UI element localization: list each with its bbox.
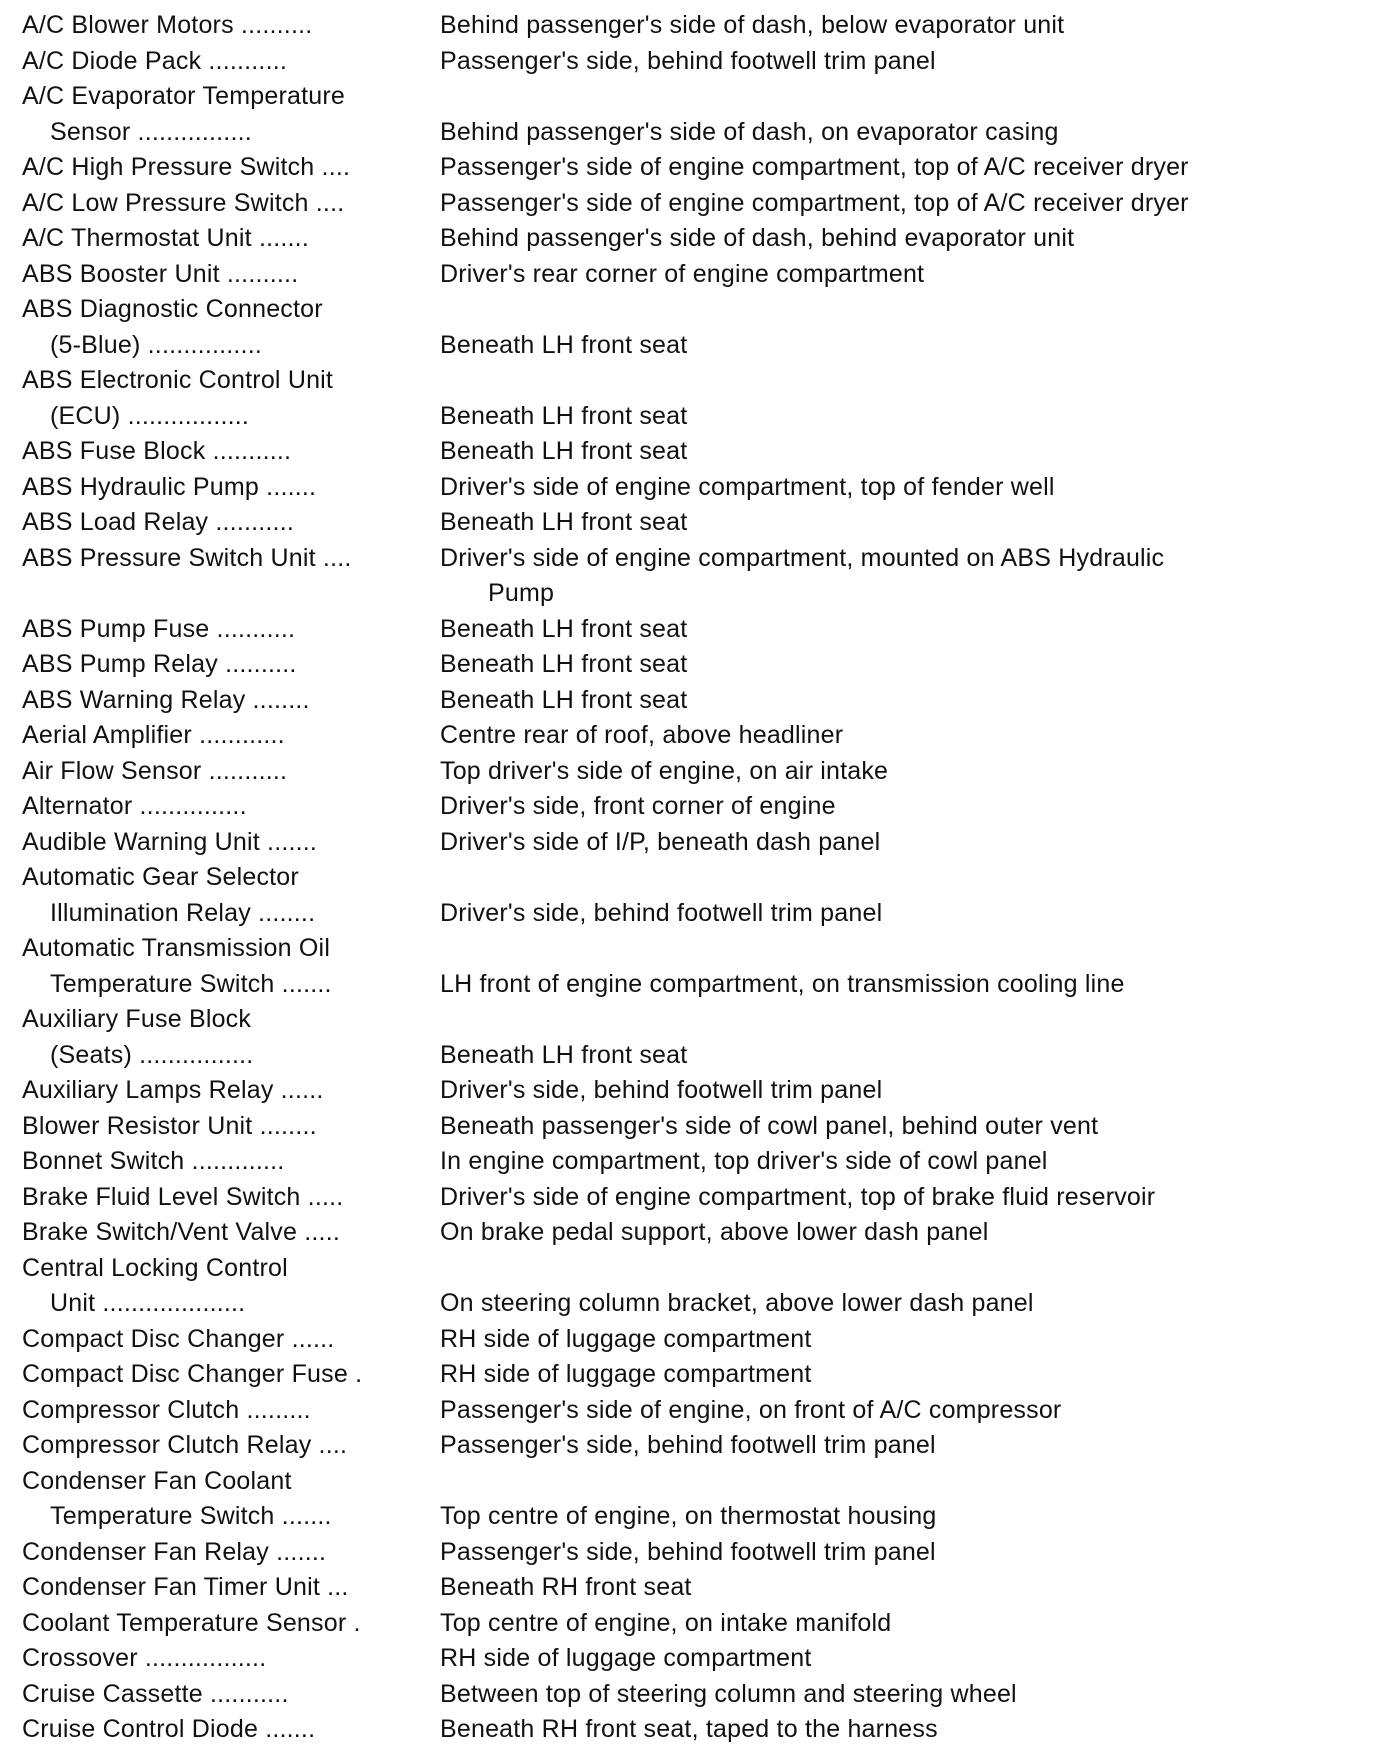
component-location: LH front of engine compartment, on transmission cooling line <box>440 969 1125 998</box>
component-location: Top centre of engine, on thermostat housing <box>440 1502 937 1530</box>
component-name: ABS Pump Relay .......... <box>22 650 297 678</box>
list-row <box>22 363 1362 399</box>
component-location: Beneath LH front seat <box>440 508 688 536</box>
component-location: Passenger's side, behind footwell trim panel <box>440 1431 936 1459</box>
list-row <box>22 647 1362 683</box>
component-name: (ECU) ................. <box>50 401 250 430</box>
list-row <box>22 1286 1362 1322</box>
list-row <box>22 576 1362 612</box>
list-row <box>22 683 1362 719</box>
list-row <box>22 115 1362 151</box>
component-name: Automatic Gear Selector <box>22 863 299 891</box>
component-name: Illumination Relay ........ <box>50 898 316 927</box>
component-name: Cruise Cassette ........... <box>22 1679 289 1708</box>
component-location <box>440 1464 1362 1500</box>
list-row <box>22 1712 1362 1748</box>
list-row <box>22 825 1362 861</box>
list-row <box>22 1570 1362 1606</box>
component-location: Beneath LH front seat <box>440 614 688 643</box>
component-name: ABS Fuse Block ........... <box>22 437 292 465</box>
list-row <box>22 718 1362 754</box>
list-row <box>22 754 1362 790</box>
component-location: Beneath RH front seat <box>440 1573 692 1601</box>
component-location: Driver's side, front corner of engine <box>440 792 836 820</box>
component-name: A/C Diode Pack ........... <box>22 46 288 75</box>
component-name: A/C Blower Motors .......... <box>22 11 313 39</box>
component-location: Passenger's side, behind footwell trim panel <box>440 46 936 75</box>
component-location: On steering column bracket, above lower dash panel <box>440 1289 1034 1317</box>
component-name: Temperature Switch ....... <box>50 969 332 998</box>
list-row <box>22 44 1362 80</box>
list-row <box>22 1464 1362 1500</box>
component-location: Driver's side of engine compartment, top of fender well <box>440 472 1055 501</box>
component-name: ABS Pump Fuse ........... <box>22 614 296 643</box>
component-location: Beneath LH front seat <box>440 401 688 430</box>
component-location <box>440 292 1362 328</box>
list-row <box>22 470 1362 506</box>
component-location: RH side of luggage compartment <box>440 1324 812 1353</box>
component-location: Top driver's side of engine, on air intake <box>440 756 889 785</box>
component-location: Passenger's side, behind footwell trim panel <box>440 1537 936 1566</box>
component-location: Driver's side of I/P, beneath dash panel <box>440 827 881 856</box>
component-name: Crossover ................. <box>22 1644 267 1672</box>
component-name: ABS Hydraulic Pump ....... <box>22 472 317 501</box>
component-name: A/C Evaporator Temperature <box>22 82 345 110</box>
component-name: Condenser Fan Relay ....... <box>22 1537 327 1566</box>
component-location: Pump <box>488 579 555 607</box>
list-row <box>22 967 1362 1003</box>
component-location: Beneath passenger's side of cowl panel, behind outer vent <box>440 1111 1099 1140</box>
component-name: Audible Warning Unit ....... <box>22 827 318 856</box>
list-row <box>22 221 1362 257</box>
component-location: On brake pedal support, above lower dash panel <box>440 1218 989 1246</box>
component-name: Central Locking Control <box>22 1253 288 1282</box>
list-row <box>22 1180 1362 1216</box>
component-name: ABS Electronic Control Unit <box>22 366 334 394</box>
component-name: Auxiliary Fuse Block <box>22 1005 252 1033</box>
component-location: Driver's rear corner of engine compartment <box>440 259 925 288</box>
component-name: ABS Load Relay ........... <box>22 508 294 536</box>
list-row <box>22 186 1362 222</box>
list-row <box>22 1002 1362 1038</box>
component-name: A/C Thermostat Unit ....... <box>22 224 309 252</box>
list-row <box>22 292 1362 328</box>
component-name: Unit .................... <box>50 1289 246 1317</box>
component-name: Sensor ................ <box>50 117 252 146</box>
component-location <box>440 1251 1362 1287</box>
component-name: ABS Pressure Switch Unit .... <box>22 543 352 572</box>
list-row <box>22 399 1362 435</box>
list-row <box>22 150 1362 186</box>
list-row <box>22 1535 1362 1571</box>
component-location: Centre rear of roof, above headliner <box>440 721 844 749</box>
component-name: Brake Fluid Level Switch ..... <box>22 1182 344 1211</box>
list-row <box>22 1144 1362 1180</box>
list-row <box>22 1393 1362 1429</box>
component-name: A/C High Pressure Switch .... <box>22 153 351 181</box>
component-name: Blower Resistor Unit ........ <box>22 1111 317 1140</box>
component-name: ABS Warning Relay ........ <box>22 685 310 714</box>
component-location: Passenger's side of engine compartment, top of A/C receiver dryer <box>440 153 1189 181</box>
component-name: Condenser Fan Timer Unit ... <box>22 1573 349 1601</box>
list-row <box>22 612 1362 648</box>
component-location <box>440 1002 1362 1038</box>
list-row <box>22 505 1362 541</box>
component-location: Driver's side, behind footwell trim panel <box>440 898 883 927</box>
component-location: Driver's side, behind footwell trim panel <box>440 1076 883 1104</box>
component-name: Alternator ............... <box>22 792 247 820</box>
component-location: Top centre of engine, on intake manifold <box>440 1608 892 1637</box>
component-name: Condenser Fan Coolant <box>22 1466 292 1495</box>
component-name: Automatic Transmission Oil <box>22 934 331 962</box>
component-location: Beneath LH front seat <box>440 1040 688 1069</box>
component-name: Bonnet Switch ............. <box>22 1147 285 1175</box>
component-location: Behind passenger's side of dash, below evaporator unit <box>440 11 1065 39</box>
component-name <box>22 576 440 612</box>
list-row <box>22 1109 1362 1145</box>
list-row <box>22 8 1362 44</box>
component-name: Cruise Control Diode ....... <box>22 1715 316 1743</box>
component-name: Aerial Amplifier ............ <box>22 721 285 749</box>
list-row <box>22 1606 1362 1642</box>
component-location: Beneath LH front seat <box>440 685 688 714</box>
component-location <box>440 79 1362 115</box>
component-location <box>440 860 1362 896</box>
list-row <box>22 1357 1362 1393</box>
component-location: RH side of luggage compartment <box>440 1644 812 1672</box>
component-name: Compressor Clutch ......... <box>22 1395 311 1424</box>
component-location: Driver's side of engine compartment, mounted on ABS Hydraulic <box>440 543 1165 572</box>
component-location <box>440 363 1362 399</box>
component-location: Beneath RH front seat, taped to the harness <box>440 1715 938 1743</box>
component-location <box>440 931 1362 967</box>
list-row <box>22 1428 1362 1464</box>
list-row <box>22 931 1362 967</box>
component-location: Beneath LH front seat <box>440 650 688 678</box>
list-row <box>22 1322 1362 1358</box>
component-location: RH side of luggage compartment <box>440 1360 812 1388</box>
component-name: Compact Disc Changer Fuse . <box>22 1360 363 1388</box>
component-name: A/C Low Pressure Switch .... <box>22 188 345 217</box>
component-location: Passenger's side of engine, on front of A/C compressor <box>440 1395 1062 1424</box>
list-row <box>22 1038 1362 1074</box>
list-row <box>22 1251 1362 1287</box>
component-name: (5-Blue) ................ <box>50 330 262 359</box>
component-name: Compressor Clutch Relay .... <box>22 1431 348 1459</box>
component-name: Temperature Switch ....... <box>50 1502 332 1530</box>
component-location: Between top of steering column and steering wheel <box>440 1679 1017 1708</box>
list-row <box>22 1641 1362 1677</box>
component-location: Beneath LH front seat <box>440 437 688 465</box>
component-name: Air Flow Sensor ........... <box>22 756 288 785</box>
component-name: ABS Booster Unit .......... <box>22 259 299 288</box>
list-row <box>22 1677 1362 1713</box>
component-name: Brake Switch/Vent Valve ..... <box>22 1218 340 1246</box>
component-name: Auxiliary Lamps Relay ...... <box>22 1076 324 1104</box>
list-row <box>22 1215 1362 1251</box>
list-row <box>22 1499 1362 1535</box>
list-row <box>22 79 1362 115</box>
component-location-list <box>22 8 1362 1748</box>
list-row <box>22 860 1362 896</box>
list-row <box>22 1073 1362 1109</box>
component-name: Compact Disc Changer ...... <box>22 1324 335 1353</box>
component-location: Behind passenger's side of dash, behind evaporator unit <box>440 224 1075 252</box>
component-location: In engine compartment, top driver's side of cowl panel <box>440 1147 1048 1175</box>
list-row <box>22 257 1362 293</box>
list-row <box>22 434 1362 470</box>
component-location: Beneath LH front seat <box>440 330 688 359</box>
component-location: Driver's side of engine compartment, top of brake fluid reservoir <box>440 1182 1156 1211</box>
list-row <box>22 789 1362 825</box>
component-location: Behind passenger's side of dash, on evaporator casing <box>440 117 1059 146</box>
component-name: ABS Diagnostic Connector <box>22 295 323 323</box>
list-row <box>22 896 1362 932</box>
component-name: (Seats) ................ <box>50 1040 254 1069</box>
list-row <box>22 328 1362 364</box>
list-row <box>22 541 1362 577</box>
component-name: Coolant Temperature Sensor . <box>22 1608 361 1637</box>
component-location: Passenger's side of engine compartment, top of A/C receiver dryer <box>440 188 1189 217</box>
